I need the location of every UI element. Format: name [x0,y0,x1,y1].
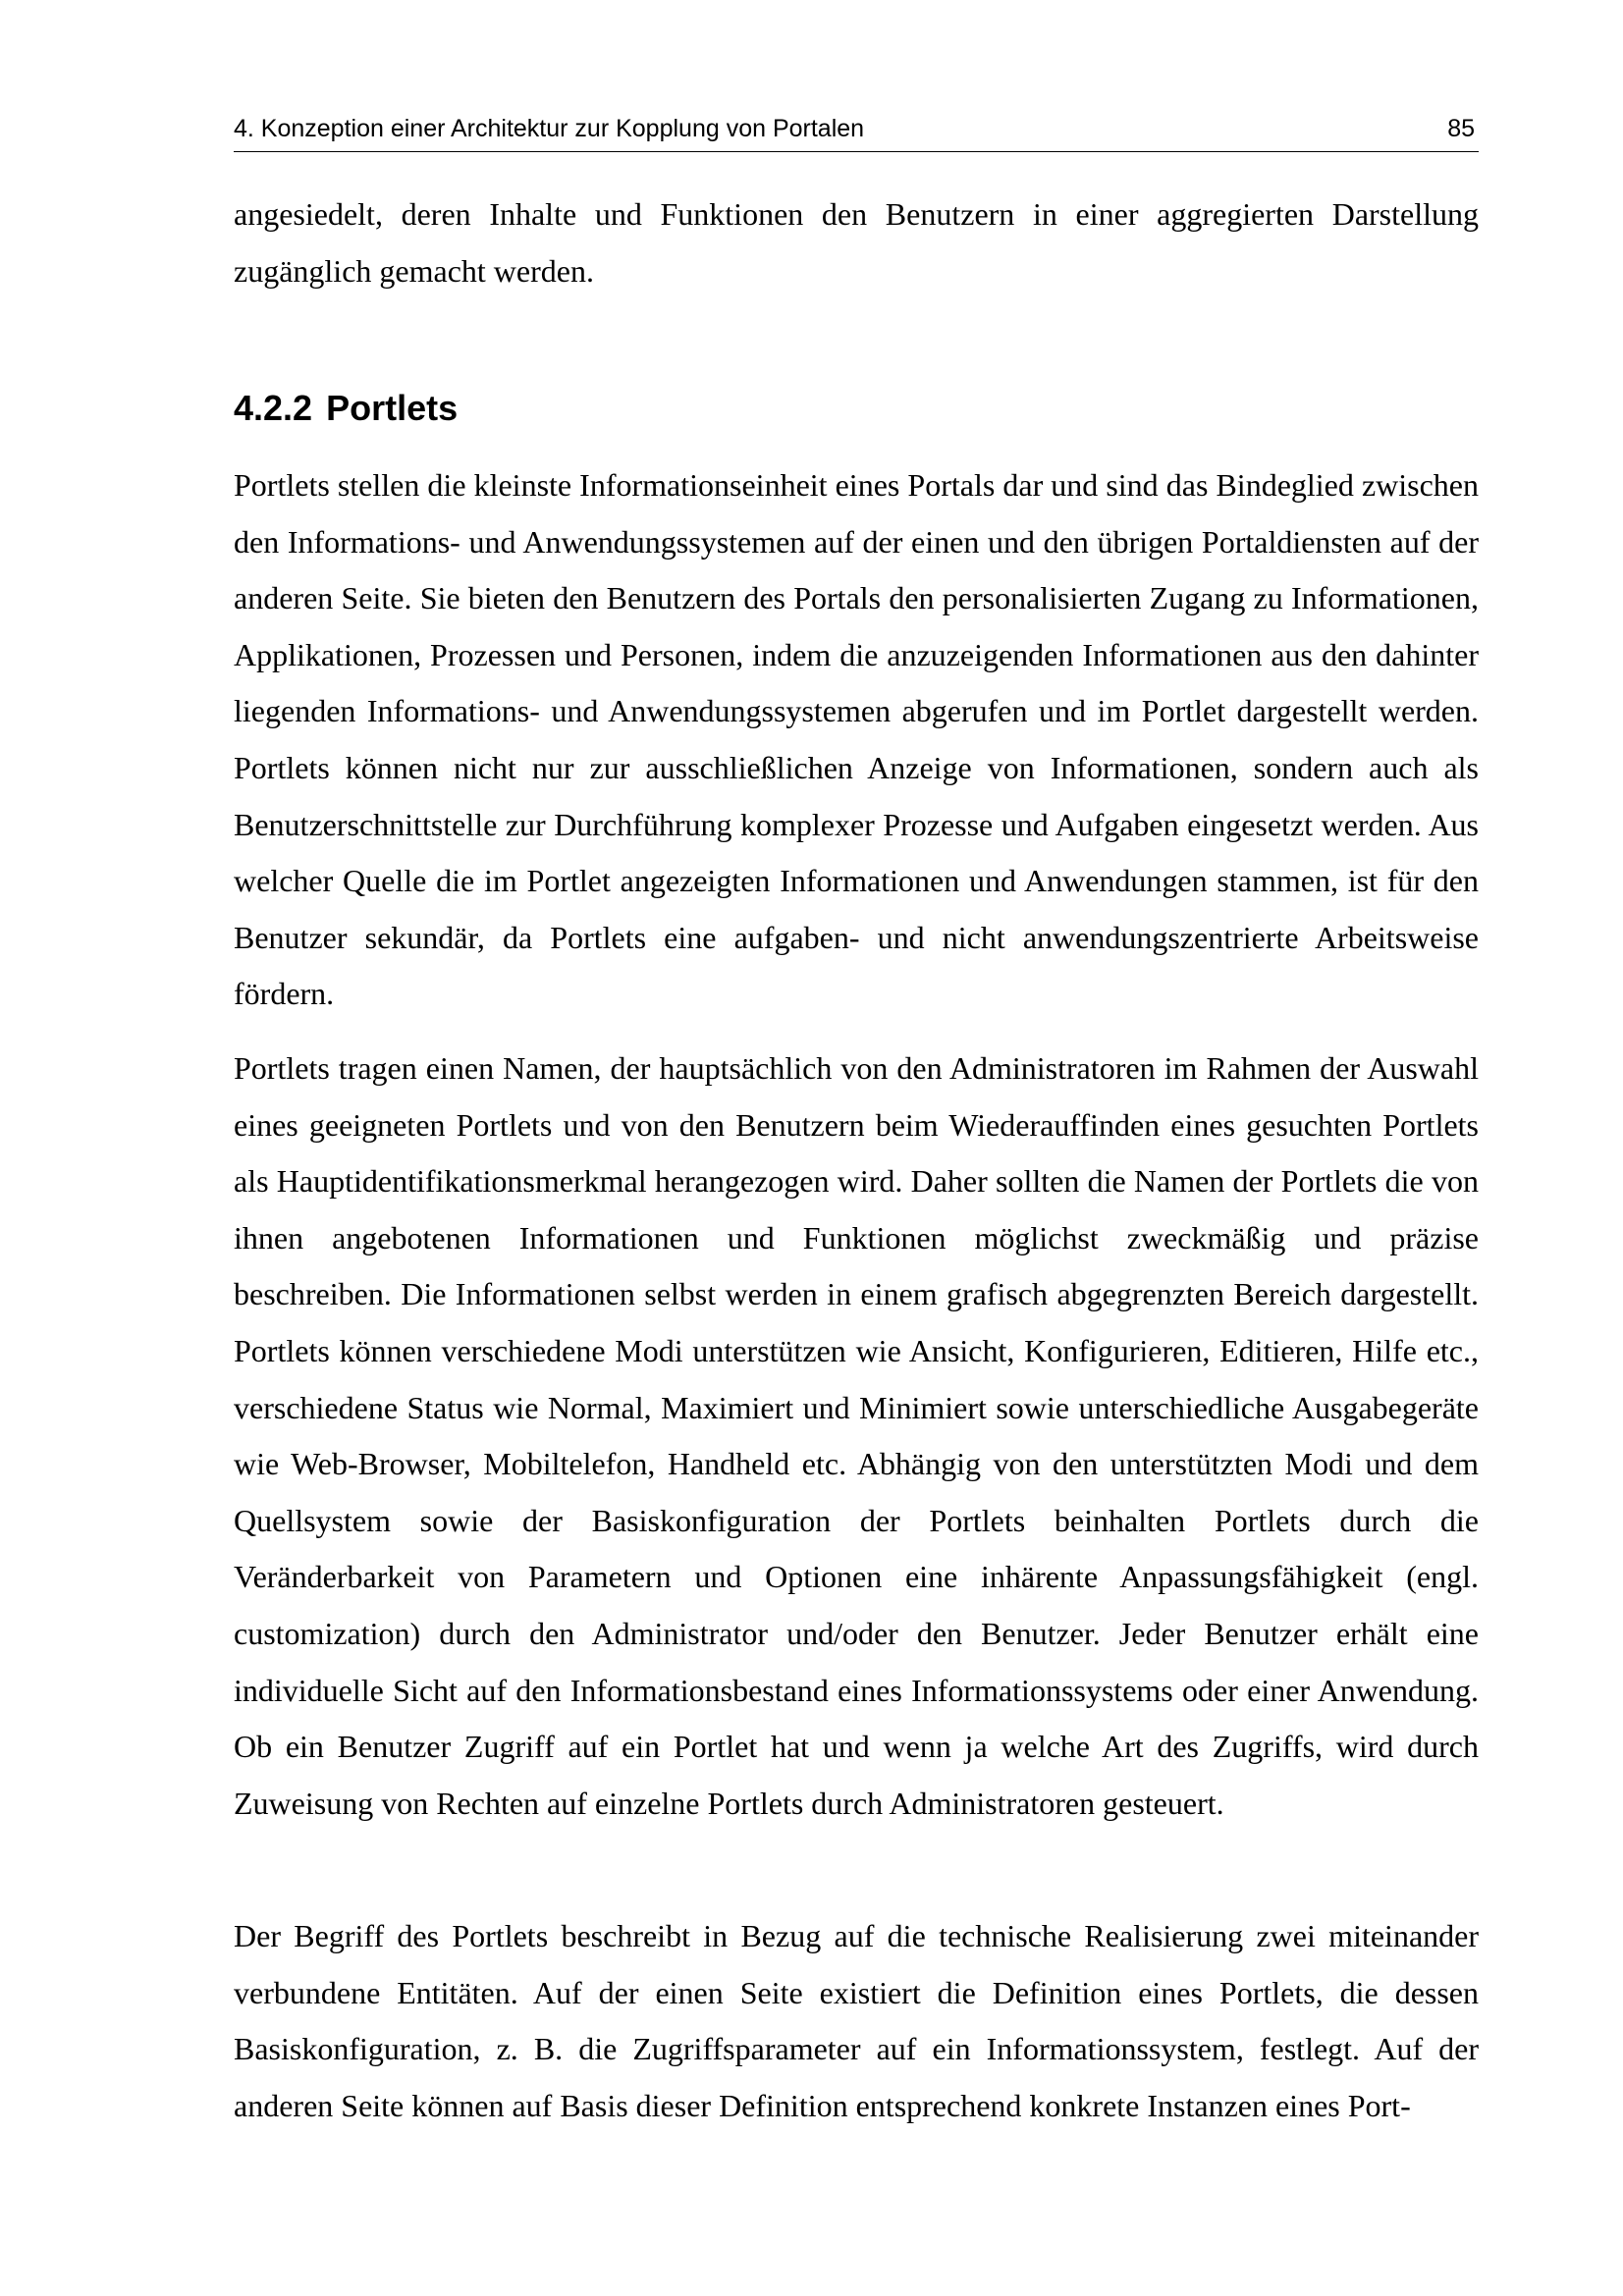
section-title: Portlets [326,388,459,428]
intro-paragraph: angesiedelt, deren Inhalte und Funktionen den Benutzern in einer aggregierten Darstellung zugänglich gemacht werden. [234,196,1479,289]
section-number: 4.2.2 [234,388,313,428]
section-heading [234,385,458,432]
paragraph: Portlets stellen die kleinste Informationseinheit eines Portals dar und sind das Bindeglied zwischen den Informations- und Anwendungssystemen auf der einen und den übrigen Portaldiensten auf der anderen Seite. Sie bieten den Benutzern des Portals den personalisierten Zugang zu Informationen, Applikationen, Prozessen und Personen, indem die anzuzeigenden Informationen aus den dahinter liegenden Informations- und Anwendungssystemen abgerufen und im Portlet dargestellt werden. Portlets können nicht nur zur ausschließlichen Anzeige von Informationen, sondern auch als Benutzerschnittstelle zur Durchführung komplexer Prozesse und Aufgaben eingesetzt werden. Aus welcher Quelle die im Portlet angezeigten Informationen und Anwendungen stammen, ist für den Benutzer sekundär, da Portlets eine aufgaben- und nicht anwendungszentrierte Arbeitsweise fördern. [234,467,1479,1012]
page-number: 85 [1447,115,1475,142]
running-header [234,112,1479,152]
paragraph: Portlets tragen einen Namen, der hauptsächlich von den Administratoren im Rahmen der Auswahl eines geeigneten Portlets und von den Benutzern beim Wiederauffinden eines gesuchten Portlets als Hauptidentifikationsmerkmal herangezogen wird. Daher sollten die Namen der Portlets die von ihnen angebotenen Informationen und Funktionen möglichst zweckmäßig und präzise beschreiben. Die Informationen selbst werden in einem grafisch abgegrenzten Bereich dargestellt. Portlets können verschiedene Modi unterstützen wie Ansicht, Konfigurieren, Editieren, Hilfe etc., verschiedene Status wie Normal, Maximiert und Minimiert sowie unterschiedliche Ausgabegeräte wie Web-Browser, Mobiltelefon, Handheld etc. Abhängig von den unterstützten Modi und dem Quellsystem sowie der Basiskonfiguration der Portlets beinhalten Portlets durch die Veränderbarkeit von Parametern und Optionen eine inhärente Anpassungsfähigkeit (engl. customization) durch den Administrator und/oder den Benutzer. Jeder Benutzer erhält eine individuelle Sicht auf den Informationsbestand eines Informationssystems oder einer Anwendung. Ob ein Benutzer Zugriff auf ein Portlet hat und wenn ja welche Art des Zugriffs, wird durch Zuweisung von Rechten auf einzelne Portlets durch Administratoren gesteuert. [234,1050,1479,1821]
chapter-title: 4. Konzeption einer Architektur zur Kopplung von Portalen [234,115,865,142]
paragraph: Der Begriff des Portlets beschreibt in Bezug auf die technische Realisierung zwei miteinander verbundene Entitäten. Auf der einen Seite existiert die Definition eines Portlets, die dessen Basiskonfiguration, z. B. die Zugriffsparameter auf ein Informationssystem, festlegt. Auf der anderen Seite können auf Basis dieser Definition entsprechend konkrete Instanzen eines Port- [234,1918,1479,2123]
